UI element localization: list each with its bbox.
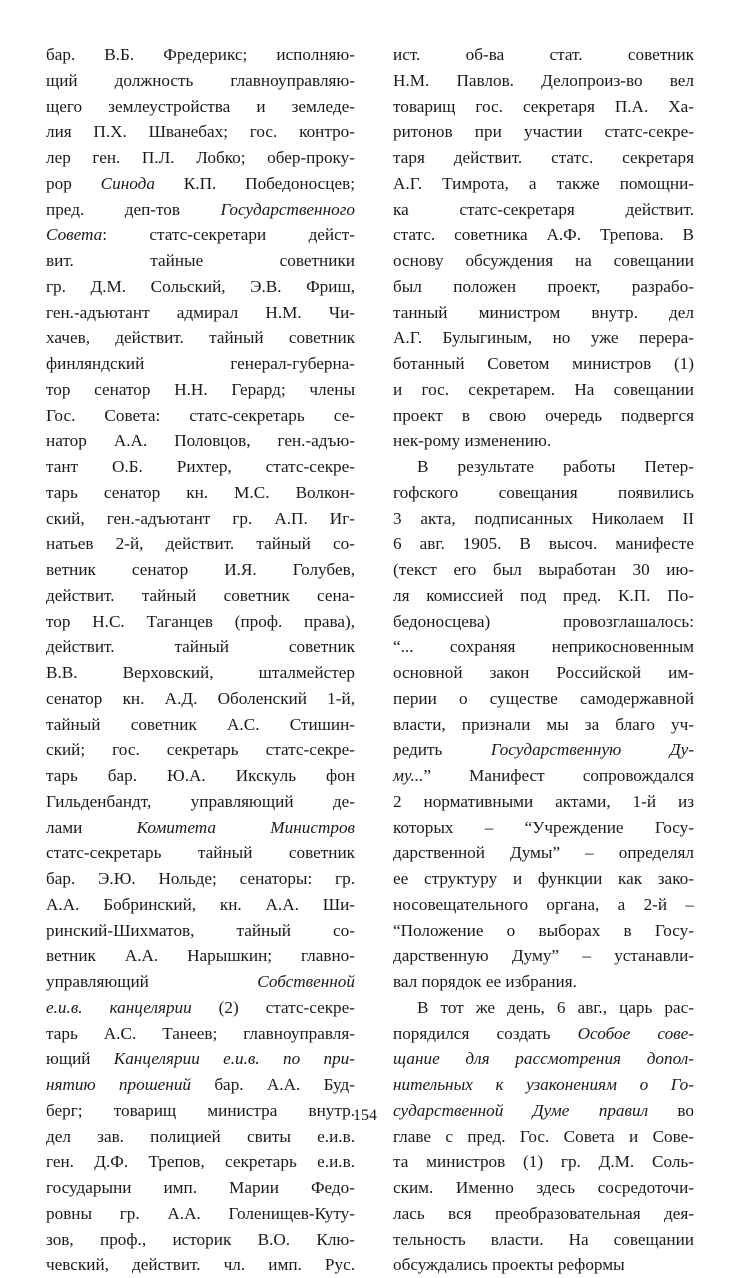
text-run: пред. деп-тов — [46, 199, 221, 219]
text-line — [393, 531, 694, 557]
text-line — [46, 300, 355, 326]
text-run: натьев 2-й, действит. тайный со- — [46, 534, 355, 554]
left-column — [46, 42, 355, 1278]
text-line — [46, 763, 355, 789]
italic-text-run: Комитета Министров — [136, 817, 356, 837]
text-line — [393, 969, 694, 995]
text-line — [393, 1201, 694, 1227]
text-line — [393, 325, 694, 351]
text-line — [393, 609, 694, 635]
text-run: главе с пред. Гос. Совета и Сове- — [393, 1126, 694, 1146]
text-run: вал порядок ее избрания. — [393, 972, 577, 991]
text-run: гофского совещания появились — [393, 482, 694, 502]
text-run: вит. тайные советники — [46, 251, 355, 270]
text-run: (текст его был выработан 30 ию- — [393, 560, 694, 579]
text-run: щий должность главноуправляю- — [46, 70, 355, 90]
text-line — [46, 943, 355, 969]
text-run: основной закон Российской им- — [393, 663, 694, 682]
text-run: ский, ген.-адъютант гр. А.П. Иг- — [46, 508, 355, 528]
text-line — [46, 918, 355, 944]
text-line — [393, 274, 694, 300]
text-line — [46, 840, 355, 866]
text-run: товарищ гос. секретаря П.А. Ха- — [393, 96, 694, 116]
text-run: та министров (1) гр. Д.М. Соль- — [393, 1152, 694, 1172]
text-line — [46, 737, 355, 763]
text-line — [393, 866, 694, 892]
italic-text-run: е.и.в. канцелярии — [46, 997, 192, 1017]
text-run: носовещательного органа, а 2-й – — [393, 894, 694, 914]
text-line — [46, 583, 355, 609]
text-run: во — [648, 1100, 695, 1120]
text-run: тор Н.С. Таганцев (проф. права), — [46, 611, 355, 631]
italic-text-run: нятию прошений — [46, 1075, 192, 1094]
text-line — [393, 1175, 694, 1201]
text-run: которых – “Учреждение Госу- — [393, 817, 694, 837]
text-run: сенатор кн. А.Д. Оболенский 1-й, — [46, 688, 355, 708]
text-run: натор А.А. Половцов, ген.-адъю- — [46, 431, 355, 451]
text-run: ритонов при участии статс-секре- — [393, 122, 694, 142]
text-run: и гос. секретарем. На совещании — [393, 379, 694, 399]
text-line — [393, 480, 694, 506]
text-line — [46, 531, 355, 557]
text-line — [393, 506, 694, 532]
text-line — [46, 609, 355, 635]
text-run: ля комиссией под пред. К.П. По- — [393, 585, 694, 605]
text-run: государыни имп. Марии Федо- — [46, 1178, 355, 1197]
text-line — [46, 789, 355, 815]
text-line — [393, 789, 694, 815]
text-run: А.Г. Тимрота, а также помощни- — [393, 173, 694, 193]
text-run: щего землеустройства и земледе- — [46, 96, 355, 116]
text-line — [393, 918, 694, 944]
text-line — [46, 815, 355, 841]
text-run: нек-рому изменению. — [393, 431, 552, 451]
text-run: порядился создать — [393, 1023, 578, 1043]
text-run: редить — [393, 740, 491, 760]
text-line — [393, 660, 694, 686]
text-line — [393, 171, 694, 197]
text-run: перии о существе самодержавной — [393, 688, 694, 708]
text-run: ” Манифест сопровождался — [423, 766, 694, 785]
text-line — [393, 197, 694, 223]
text-run: управляющий — [46, 972, 258, 991]
text-line — [46, 222, 355, 248]
text-run: В тот же день, 6 авг., царь рас- — [417, 997, 694, 1017]
text-line — [46, 42, 355, 68]
text-run: (2) статс-секре- — [191, 997, 355, 1017]
text-run: Гос. Совета: статс-секретарь се- — [46, 405, 355, 425]
text-line — [46, 712, 355, 738]
text-line — [46, 480, 355, 506]
text-line — [393, 1072, 694, 1098]
text-line — [46, 1046, 355, 1072]
text-run: тайный советник А.С. Стишин- — [46, 714, 355, 734]
text-run: тарь А.С. Танеев; главноуправля- — [46, 1023, 355, 1043]
text-line — [393, 712, 694, 738]
text-run: бар. В.Б. Фредерикс; исполняю- — [46, 45, 355, 64]
text-line — [46, 274, 355, 300]
text-run: был положен проект, разрабо- — [393, 276, 694, 296]
text-line — [393, 763, 694, 789]
text-run: рор — [46, 173, 101, 193]
text-run: таря действит. статс. секретаря — [393, 148, 694, 167]
text-line — [46, 377, 355, 403]
text-line — [393, 300, 694, 326]
text-run: ботанный Советом министров (1) — [393, 354, 694, 373]
text-run: тарь бар. Ю.А. Икскуль фон — [46, 766, 355, 785]
text-run: ринский-Шихматов, тайный со- — [46, 920, 355, 940]
text-line — [46, 506, 355, 532]
text-line — [46, 866, 355, 892]
text-run: “Положение о выборах в Госу- — [393, 920, 694, 940]
text-run: лась вся преобразовательная дея- — [393, 1203, 694, 1223]
text-line — [46, 94, 355, 120]
text-line — [46, 454, 355, 480]
text-run: бар. А.А. Буд- — [191, 1075, 355, 1094]
text-line — [46, 68, 355, 94]
text-line — [393, 68, 694, 94]
text-line — [393, 1252, 694, 1278]
text-run: действит. тайный советник сена- — [46, 585, 355, 605]
text-run: бар. Э.Ю. Нольде; сенаторы: гр. — [46, 869, 355, 888]
text-run: тарь сенатор кн. М.С. Волкон- — [46, 482, 355, 502]
text-run: ющий — [46, 1049, 114, 1069]
italic-text-run: Особое сове- — [577, 1023, 694, 1043]
text-line — [46, 1124, 355, 1150]
italic-text-run: Канцелярии е.и.в. по при- — [113, 1049, 355, 1069]
text-line — [46, 145, 355, 171]
text-line — [46, 197, 355, 223]
text-line — [393, 1227, 694, 1253]
text-run: 2 нормативными актами, 1-й из — [393, 791, 694, 811]
text-run: Н.М. Павлов. Делопроиз-во вел — [393, 70, 694, 90]
italic-text-run: му... — [393, 766, 424, 785]
text-line — [46, 428, 355, 454]
text-line — [46, 660, 355, 686]
text-line — [46, 969, 355, 995]
text-line — [393, 119, 694, 145]
text-line — [393, 1124, 694, 1150]
text-line — [46, 1149, 355, 1175]
text-run: берг; товарищ министра внутр. — [46, 1100, 355, 1120]
text-run: статс-секретарь тайный советник — [46, 843, 355, 863]
text-line — [46, 351, 355, 377]
text-run: ровны гр. А.А. Голенищев-Куту- — [46, 1203, 355, 1223]
text-run: ген.-адъютант адмирал Н.М. Чи- — [46, 302, 355, 322]
text-run: 6 авг. 1905. В высоч. манифесте — [393, 534, 694, 554]
text-line — [393, 557, 694, 583]
text-line — [393, 351, 694, 377]
italic-text-run: Государственную Ду- — [490, 740, 694, 760]
italic-text-run: Государственного — [220, 199, 355, 219]
text-line — [46, 248, 355, 274]
text-line — [393, 995, 694, 1021]
text-run: ген. Д.Ф. Трепов, секретарь е.и.в. — [46, 1152, 355, 1172]
italic-text-run: нительных к узаконениям о Го- — [393, 1075, 694, 1094]
text-line — [46, 119, 355, 145]
text-run: обсуждались проекты реформы — [393, 1255, 625, 1275]
text-run: бедоносцева) провозглашалось: — [393, 611, 694, 631]
text-run: тант О.Б. Рихтер, статс-секре- — [46, 457, 355, 476]
text-line — [46, 1072, 355, 1098]
text-line — [393, 892, 694, 918]
text-line — [46, 1252, 355, 1278]
text-run: лия П.Х. Шванебах; гос. контро- — [46, 122, 355, 142]
text-line — [393, 428, 694, 454]
italic-text-run: Собственной — [257, 972, 355, 991]
text-line — [393, 583, 694, 609]
text-run: чевский, действит. чл. имп. Рус. — [46, 1255, 355, 1275]
text-line — [393, 1046, 694, 1072]
text-line — [46, 171, 355, 197]
text-line — [393, 94, 694, 120]
text-run: проект в свою очередь подвергся — [393, 405, 694, 425]
text-run: дарственной Думы” – определял — [393, 843, 694, 863]
text-line — [46, 557, 355, 583]
text-run: А.А. Бобринский, кн. А.А. Ши- — [46, 894, 355, 914]
text-run: финляндский генерал-губерна- — [46, 354, 355, 373]
text-run: Гильденбандт, управляющий де- — [46, 791, 355, 811]
text-line — [393, 454, 694, 480]
text-run: “... сохраняя неприкосновенным — [393, 637, 694, 657]
italic-text-run: Синода — [100, 173, 155, 193]
text-line — [393, 634, 694, 660]
italic-text-run: сударственной Думе правил — [393, 1100, 649, 1120]
text-run: ским. Именно здесь сосредоточи- — [393, 1178, 694, 1197]
italic-text-run: щание для рассмотрения допол- — [393, 1049, 694, 1069]
text-run: ист. об-ва стат. советник — [393, 45, 694, 64]
text-line — [393, 42, 694, 68]
text-line — [46, 686, 355, 712]
text-run: основу обсуждения на совещании — [393, 251, 694, 270]
text-line — [46, 995, 355, 1021]
text-run: тор сенатор Н.Н. Герард; члены — [46, 379, 355, 399]
text-run: власти, признали мы за благо уч- — [393, 714, 694, 734]
text-line — [393, 943, 694, 969]
text-line — [46, 1227, 355, 1253]
text-line — [46, 325, 355, 351]
text-line — [393, 737, 694, 763]
text-run: зов, проф., историк В.О. Клю- — [46, 1229, 355, 1249]
text-line — [393, 377, 694, 403]
text-run: В результате работы Петер- — [417, 457, 694, 476]
text-run: лер ген. П.Л. Лобко; обер-проку- — [46, 148, 355, 167]
text-run: действит. тайный советник — [46, 637, 355, 657]
text-run: тельность власти. На совещании — [393, 1229, 694, 1249]
text-run: хачев, действит. тайный советник — [46, 328, 355, 348]
text-line — [46, 892, 355, 918]
text-run: ка статс-секретаря действит. — [393, 199, 694, 219]
text-run: ее структуру и функции как зако- — [393, 869, 694, 888]
text-run: А.Г. Булыгиным, но уже перера- — [393, 328, 694, 348]
text-line — [393, 815, 694, 841]
text-line — [46, 1201, 355, 1227]
text-run: статс. советника А.Ф. Трепова. В — [393, 225, 694, 245]
right-column — [393, 42, 694, 1278]
text-line — [393, 222, 694, 248]
text-line — [393, 248, 694, 274]
text-run: 3 акта, подписанных Николаем II — [393, 508, 694, 528]
text-run: К.П. Победоносцев; — [154, 173, 355, 193]
text-run: дел зав. полицией свиты е.и.в. — [46, 1126, 355, 1146]
text-run: лами — [46, 817, 137, 837]
text-line — [46, 1021, 355, 1047]
text-line — [46, 634, 355, 660]
text-line — [393, 686, 694, 712]
text-run: танный министром внутр. дел — [393, 302, 694, 322]
text-line — [393, 1149, 694, 1175]
text-run: : статс-секретари дейст- — [102, 225, 355, 245]
text-run: ский; гос. секретарь статс-секре- — [46, 740, 355, 760]
text-run: В.В. Верховский, шталмейстер — [46, 663, 355, 682]
page-number: 154 — [353, 1107, 377, 1124]
text-line — [46, 403, 355, 429]
text-run: ветник сенатор И.Я. Голубев, — [46, 560, 355, 579]
text-line — [393, 403, 694, 429]
text-line — [393, 1021, 694, 1047]
text-line — [393, 840, 694, 866]
text-run: гр. Д.М. Сольский, Э.В. Фриш, — [46, 276, 355, 296]
text-line — [46, 1175, 355, 1201]
text-line — [393, 145, 694, 171]
text-run: дарственную Думу” – устанавли- — [393, 946, 694, 966]
italic-text-run: Совета — [46, 225, 103, 245]
text-run: ветник А.А. Нарышкин; главно- — [46, 946, 355, 966]
